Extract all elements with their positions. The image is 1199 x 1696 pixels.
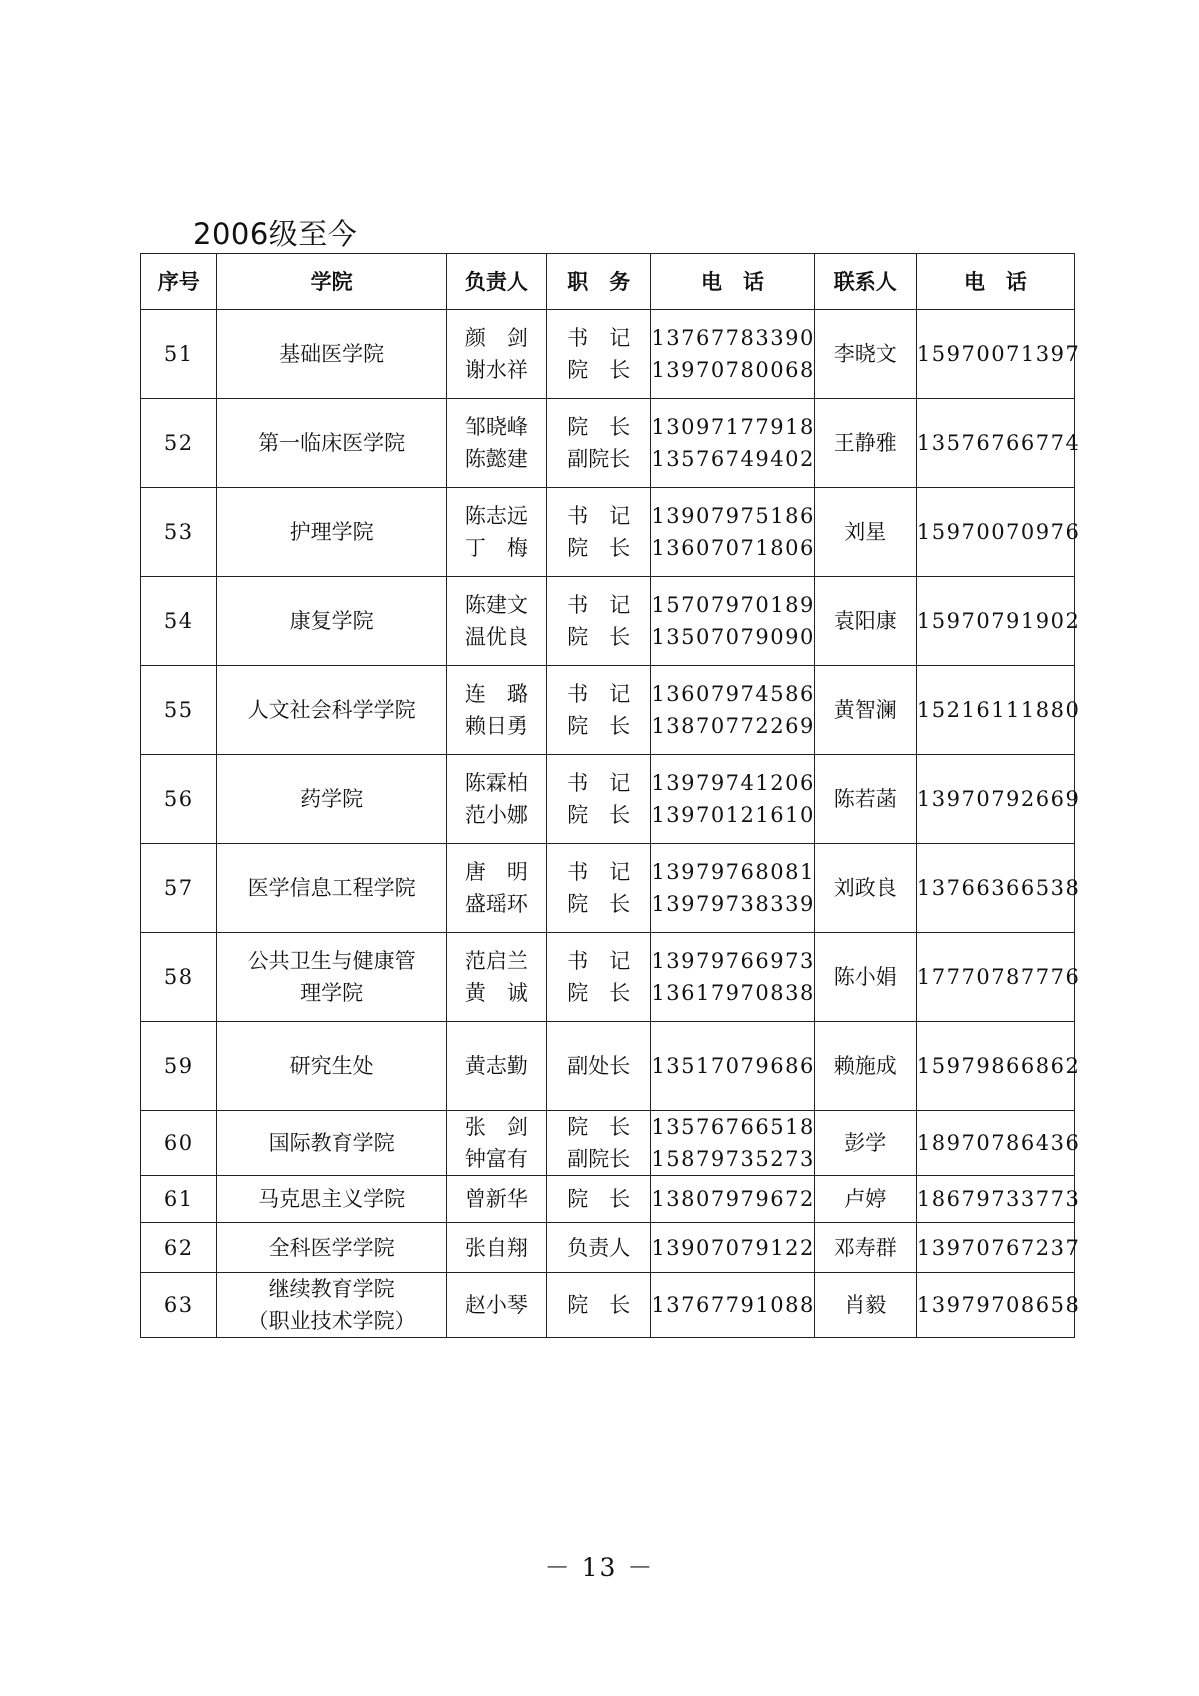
- college-line: 国际教育学院: [268, 1131, 395, 1155]
- phone-line: 15879735273: [651, 1147, 815, 1171]
- leader-cell: [446, 399, 546, 488]
- position-line: 院 长: [567, 714, 631, 738]
- contact-cell: 李晓文: [814, 310, 916, 399]
- column-header: 电 话: [651, 254, 814, 310]
- table-row: [141, 933, 1075, 1022]
- college-line: 全科医学学院: [268, 1235, 395, 1260]
- phone-line: 13907975186: [651, 504, 815, 528]
- position-cell: [547, 1022, 651, 1111]
- page-number: － 13 －: [544, 1553, 655, 1582]
- position-line: 负责人: [567, 1235, 631, 1260]
- table-row: [141, 1022, 1075, 1111]
- position-line: 副院长: [567, 1147, 631, 1171]
- row-number-cell: 53: [141, 488, 217, 577]
- phone-line: 13607071806: [651, 536, 815, 560]
- section-heading: 2006级至今: [193, 217, 358, 251]
- leader-line: 颜 剑: [464, 326, 528, 350]
- row-number-cell: 56: [141, 755, 217, 844]
- leader-cell: [446, 488, 546, 577]
- position-line: 书 记: [567, 593, 631, 617]
- college-cell: [217, 1273, 446, 1338]
- college-cell: [217, 1176, 446, 1223]
- position-cell: [547, 844, 651, 933]
- phone-cell: [651, 310, 814, 399]
- contact-phone-cell: 13576766774: [916, 399, 1074, 488]
- row-number-cell: 58: [141, 933, 217, 1022]
- table-row: [141, 1273, 1075, 1338]
- college-line: 医学信息工程学院: [247, 876, 416, 900]
- leader-line: 陈建文: [464, 593, 528, 617]
- phone-cell: [651, 399, 814, 488]
- position-line: 院 长: [567, 892, 631, 916]
- phone-cell: [651, 577, 814, 666]
- contact-phone-cell: 15970071397: [916, 310, 1074, 399]
- phone-line: 13517079686: [651, 1054, 815, 1078]
- position-cell: [547, 755, 651, 844]
- position-line: 院 长: [567, 625, 631, 649]
- position-line: 院 长: [567, 1115, 631, 1139]
- college-cell: [217, 1111, 446, 1176]
- position-line: 院 长: [567, 981, 631, 1005]
- contact-cell: 陈小娟: [814, 933, 916, 1022]
- phone-cell: [651, 1176, 814, 1223]
- row-number-cell: 59: [141, 1022, 217, 1111]
- contact-phone-cell: 13970767237: [916, 1223, 1074, 1273]
- leader-cell: [446, 844, 546, 933]
- position-cell: [547, 488, 651, 577]
- contact-phone-cell: 18970786436: [916, 1111, 1074, 1176]
- leader-cell: [446, 1223, 546, 1273]
- table-row: [141, 666, 1075, 755]
- college-line: 公共卫生与健康管: [247, 949, 416, 973]
- phone-line: 13097177918: [651, 415, 815, 439]
- position-line: 副院长: [567, 447, 631, 471]
- leader-cell: [446, 1176, 546, 1223]
- leader-line: 邹晓峰: [464, 415, 528, 439]
- leader-line: 钟富有: [464, 1147, 528, 1171]
- contact-phone-cell: 15970791902: [916, 577, 1074, 666]
- table-row: [141, 755, 1075, 844]
- contact-cell: 肖毅: [814, 1273, 916, 1338]
- college-line: 马克思主义学院: [258, 1187, 406, 1211]
- phone-line: 13979741206: [651, 771, 815, 795]
- leader-cell: [446, 1022, 546, 1111]
- position-cell: [547, 933, 651, 1022]
- position-line: 院 长: [567, 536, 631, 560]
- leader-cell: [446, 577, 546, 666]
- row-number-cell: 60: [141, 1111, 217, 1176]
- row-number-cell: 57: [141, 844, 217, 933]
- contact-cell: 王静雅: [814, 399, 916, 488]
- position-line: 院 长: [567, 1293, 631, 1317]
- leader-cell: [446, 755, 546, 844]
- row-number-cell: 63: [141, 1273, 217, 1338]
- leader-line: 赖日勇: [464, 714, 528, 738]
- leader-line: 陈志远: [464, 504, 528, 528]
- table-body: [141, 310, 1081, 1338]
- leader-line: 盛瑶环: [464, 892, 528, 916]
- leader-cell: [446, 933, 546, 1022]
- position-cell: [547, 310, 651, 399]
- leader-line: 陈懿建: [464, 447, 528, 471]
- college-line: 药学院: [300, 787, 364, 811]
- table-row: [141, 1111, 1075, 1176]
- contact-cell: 卢婷: [814, 1176, 916, 1223]
- contact-cell: 彭学: [814, 1111, 916, 1176]
- table-row: [141, 577, 1075, 666]
- row-number-cell: 55: [141, 666, 217, 755]
- leader-line: 黄志勤: [464, 1054, 528, 1078]
- contact-cell: 袁阳康: [814, 577, 916, 666]
- college-cell: [217, 1022, 446, 1111]
- leader-cell: [446, 1273, 546, 1338]
- position-line: 院 长: [567, 803, 631, 827]
- college-cell: [217, 577, 446, 666]
- column-header: 联系人: [814, 254, 916, 310]
- college-cell: [217, 844, 446, 933]
- position-line: 书 记: [567, 504, 631, 528]
- phone-line: 13767783390: [651, 326, 815, 350]
- position-line: 院 长: [567, 358, 631, 382]
- position-line: 书 记: [567, 860, 631, 884]
- college-line: （职业技术学院）: [247, 1309, 416, 1333]
- table-row: [141, 1176, 1075, 1223]
- position-line: 书 记: [567, 326, 631, 350]
- row-number-cell: 62: [141, 1223, 217, 1273]
- phone-cell: [651, 933, 814, 1022]
- contact-phone-cell: 13979708658: [916, 1273, 1074, 1338]
- college-line: 研究生处: [289, 1054, 374, 1078]
- leader-line: 范启兰: [464, 949, 528, 973]
- leader-line: 黄 诚: [464, 981, 528, 1005]
- contact-phone-cell: 18679733773: [916, 1176, 1074, 1223]
- college-cell: [217, 310, 446, 399]
- leader-cell: [446, 310, 546, 399]
- phone-cell: [651, 488, 814, 577]
- leader-line: 张自翔: [464, 1235, 528, 1260]
- contact-cell: 黄智澜: [814, 666, 916, 755]
- row-number-cell: 52: [141, 399, 217, 488]
- phone-line: 13617970838: [651, 981, 815, 1005]
- contact-phone-cell: 13970792669: [916, 755, 1074, 844]
- position-cell: [547, 1176, 651, 1223]
- college-line: 第一临床医学院: [258, 431, 406, 455]
- row-number-cell: 51: [141, 310, 217, 399]
- table-row: [141, 488, 1075, 577]
- table-row: [141, 844, 1075, 933]
- phone-line: 13907079122: [651, 1235, 815, 1260]
- phone-line: 13767791088: [651, 1293, 815, 1317]
- phone-line: 13807979672: [651, 1187, 815, 1211]
- college-line: 基础医学院: [279, 342, 385, 366]
- college-line: 护理学院: [289, 520, 374, 544]
- leader-line: 赵小琴: [464, 1293, 528, 1317]
- contact-phone-cell: 15979866862: [916, 1022, 1074, 1111]
- leader-line: 曾新华: [464, 1187, 528, 1211]
- position-cell: [547, 577, 651, 666]
- leader-line: 谢水祥: [464, 358, 528, 382]
- leader-line: 连 璐: [464, 682, 528, 706]
- position-line: 书 记: [567, 949, 631, 973]
- college-line: 康复学院: [289, 609, 374, 633]
- position-cell: [547, 1223, 651, 1273]
- leader-line: 张 剑: [464, 1115, 528, 1139]
- contact-cell: 刘星: [814, 488, 916, 577]
- position-line: 院 长: [567, 1187, 631, 1211]
- college-cell: [217, 666, 446, 755]
- table-row: [141, 1223, 1075, 1273]
- table-row: [141, 399, 1075, 488]
- phone-cell: [651, 755, 814, 844]
- column-header: 负责人: [446, 254, 546, 310]
- phone-line: 13979738339: [651, 892, 815, 916]
- contact-cell: 赖施成: [814, 1022, 916, 1111]
- college-cell: [217, 755, 446, 844]
- contact-cell: 刘政良: [814, 844, 916, 933]
- position-line: 院 长: [567, 415, 631, 439]
- position-line: 书 记: [567, 771, 631, 795]
- position-cell: [547, 1111, 651, 1176]
- header-row: [141, 254, 1075, 310]
- phone-line: 13970121610: [651, 803, 815, 827]
- position-cell: [547, 666, 651, 755]
- position-cell: [547, 1273, 651, 1338]
- row-number-cell: 61: [141, 1176, 217, 1223]
- phone-line: 13970780068: [651, 358, 815, 382]
- phone-cell: [651, 1273, 814, 1338]
- phone-line: 13507079090: [651, 625, 815, 649]
- leader-line: 陈霖柏: [464, 771, 528, 795]
- row-number-cell: 54: [141, 577, 217, 666]
- phone-line: 13870772269: [651, 714, 815, 738]
- phone-line: 13576749402: [651, 447, 815, 471]
- phone-line: 13979766973: [651, 949, 815, 973]
- contact-phone-cell: 17770787776: [916, 933, 1074, 1022]
- phone-line: 15707970189: [651, 593, 815, 617]
- college-line: 人文社会科学学院: [247, 698, 416, 722]
- contact-phone-cell: 13766366538: [916, 844, 1074, 933]
- contacts-table: [140, 253, 1081, 1338]
- phone-cell: [651, 1223, 814, 1273]
- leader-line: 范小娜: [464, 803, 528, 827]
- college-line: 理学院: [300, 981, 364, 1005]
- contact-cell: 陈若菡: [814, 755, 916, 844]
- college-line: 继续教育学院: [268, 1277, 395, 1301]
- position-line: 书 记: [567, 682, 631, 706]
- column-header: 学院: [217, 254, 446, 310]
- position-cell: [547, 399, 651, 488]
- leader-line: 丁 梅: [464, 536, 528, 560]
- college-cell: [217, 488, 446, 577]
- position-line: 副处长: [567, 1054, 631, 1078]
- leader-cell: [446, 1111, 546, 1176]
- phone-line: 13607974586: [651, 682, 815, 706]
- phone-cell: [651, 844, 814, 933]
- leader-line: 唐 明: [464, 860, 528, 884]
- leader-line: 温优良: [464, 625, 528, 649]
- leader-cell: [446, 666, 546, 755]
- column-header: 职 务: [547, 254, 651, 310]
- column-header: 电 话: [916, 254, 1074, 310]
- college-cell: [217, 1223, 446, 1273]
- phone-cell: [651, 1111, 814, 1176]
- college-cell: [217, 399, 446, 488]
- contact-phone-cell: 15216111880: [916, 666, 1074, 755]
- column-header: 序号: [141, 254, 217, 310]
- phone-cell: [651, 666, 814, 755]
- phone-line: 13979768081: [651, 860, 815, 884]
- phone-line: 13576766518: [651, 1115, 815, 1139]
- contact-phone-cell: 15970070976: [916, 488, 1074, 577]
- table-row: [141, 310, 1075, 399]
- contact-cell: 邓寿群: [814, 1223, 916, 1273]
- college-cell: [217, 933, 446, 1022]
- phone-cell: [651, 1022, 814, 1111]
